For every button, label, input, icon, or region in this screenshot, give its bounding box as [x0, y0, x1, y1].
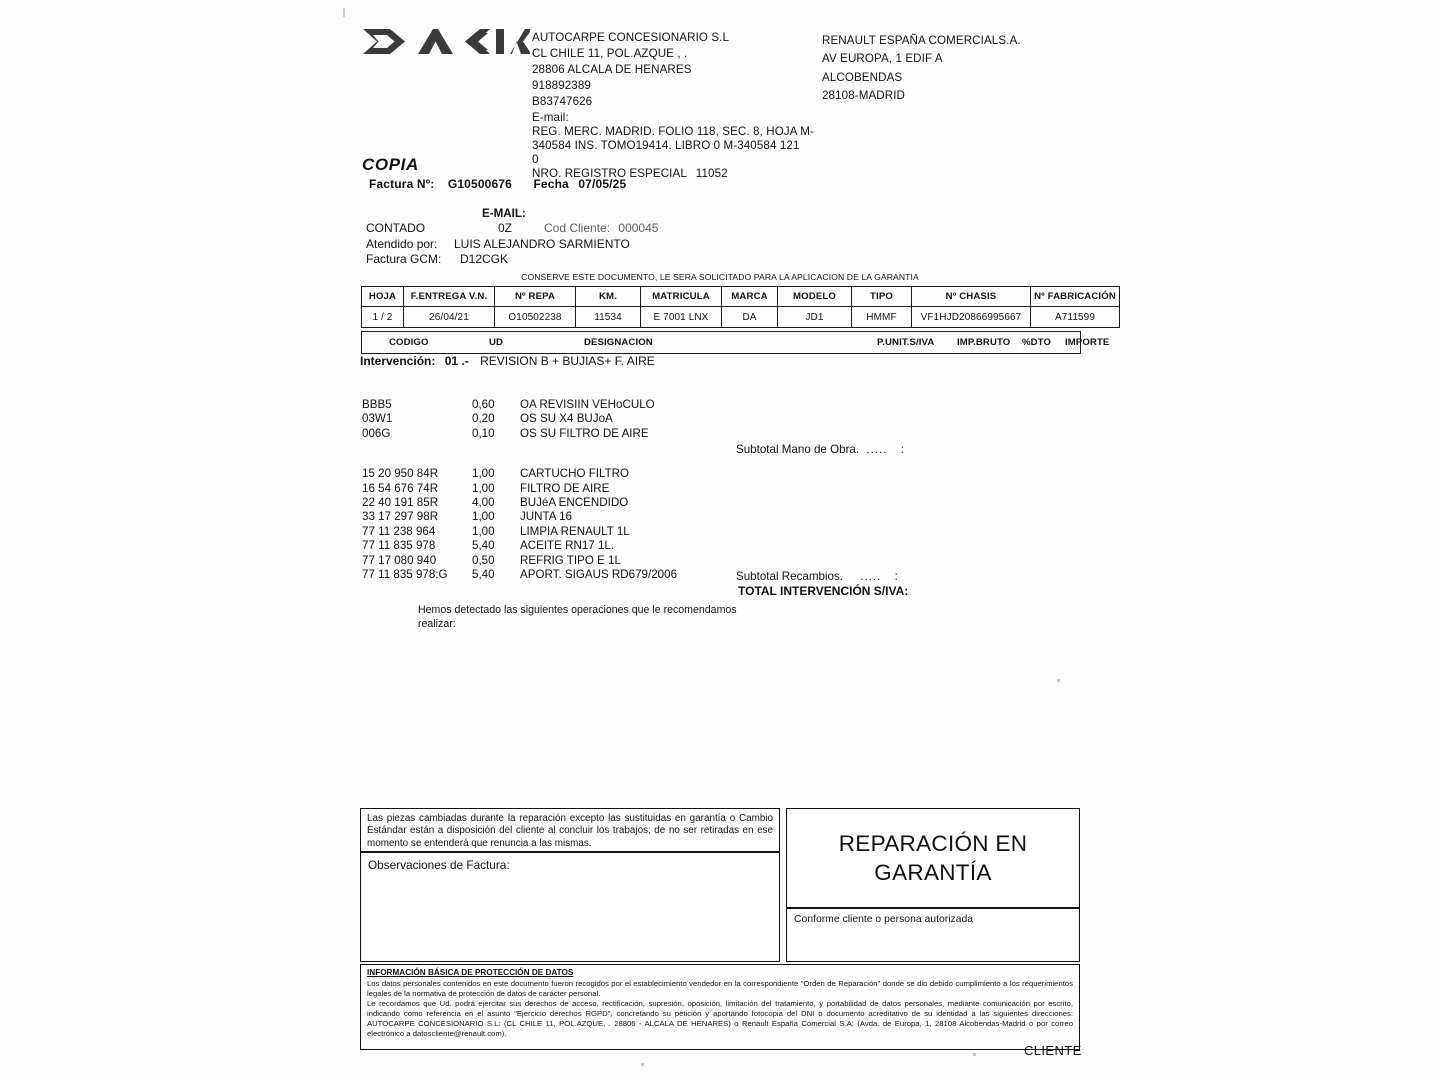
cell-chasis: VF1HJD20866995667 — [912, 307, 1031, 328]
gcm-value: D12CGK — [460, 252, 509, 266]
item-designation: OS SU X4 BUJoA — [520, 412, 613, 426]
item-ud: 1,00 — [472, 467, 495, 481]
col-fabricacion: Nº FABRICACIÓN — [1031, 287, 1120, 307]
items-col-punit: P.UNIT.S/IVA — [877, 337, 935, 348]
dacia-logo-icon — [362, 26, 530, 58]
item-ud: 0,20 — [472, 412, 495, 426]
subtotal-parts-label: Subtotal Recambios. — [736, 570, 843, 583]
cliente-footer-label: CLIENTE — [1024, 1043, 1082, 1058]
item-designation: BUJéA ENCENDIDO — [520, 495, 629, 509]
conforme-label: Conforme cliente o persona autorizada — [794, 914, 974, 925]
item-ud: 5,40 — [472, 539, 495, 553]
col-nrepa: Nº REPA — [495, 287, 576, 307]
cell-tipo: HMMF — [852, 307, 912, 328]
dealer-name: AUTOCARPE CONCESIONARIO S.L — [532, 31, 730, 44]
list-item — [362, 510, 942, 524]
col-matricula: MATRICULA — [641, 287, 722, 307]
item-ud: 1,00 — [472, 481, 495, 495]
manufacturer-postal: 28108-MADRID — [822, 89, 906, 103]
gcm-label: Factura GCM: — [366, 252, 442, 266]
subtotal-labour-dots: ..... — [866, 443, 888, 456]
item-ud: 0,50 — [472, 553, 495, 567]
table-row — [362, 307, 1120, 328]
list-item — [362, 482, 942, 496]
items-column-header — [361, 331, 1110, 354]
item-designation: OS SU FILTRO DE AIRE — [520, 426, 649, 440]
item-code: 03W1 — [362, 412, 393, 426]
item-designation: FILTRO DE AIRE — [520, 481, 610, 495]
item-designation: APORT. SIGAUS RD679/2006 — [520, 567, 678, 581]
item-designation: LIMPIA RENAULT 1L — [520, 524, 630, 538]
factura-number: G10500676 — [447, 177, 512, 191]
dealer-email-label: E-mail: — [532, 110, 569, 124]
warranty-line-2: GARANTÍA — [874, 860, 992, 885]
col-modelo: MODELO — [778, 287, 852, 307]
intervention-line — [360, 354, 655, 368]
cell-marca: DA — [722, 307, 778, 328]
item-ud: 5,40 — [472, 567, 495, 581]
warranty-retention-notice: CONSERVE ESTE DOCUMENTO, LE SERA SOLICITADO PARA LA APLICACION DE LA GARANTIA — [521, 272, 919, 282]
dealer-registry-line-1: REG. MERC. MADRID. FOLIO 118, SEC. 8, HOJA M- — [532, 125, 814, 139]
cod-cliente-value: 000045 — [618, 221, 659, 235]
scan-artifact — [973, 1053, 976, 1056]
total-intervention-label: TOTAL INTERVENCIÓN S/IVA: — [738, 584, 909, 598]
items-col-bruto: IMP.BRUTO — [957, 337, 1011, 348]
subtotal-parts-dots: ..... — [860, 570, 882, 583]
warranty-repair-box — [786, 808, 1080, 908]
customer-signature-box[interactable] — [786, 908, 1080, 962]
dealer-phone: 918892389 — [532, 78, 591, 92]
vehicle-table-header-row — [362, 287, 1120, 307]
observations-box[interactable] — [360, 852, 780, 962]
intervention-label: Intervención: — [360, 354, 436, 368]
registry-special-value: 11052 — [695, 167, 728, 181]
list-item — [362, 467, 942, 481]
subtotal-labour-value: : — [900, 443, 904, 456]
list-item — [362, 412, 942, 426]
intervention-description: REVISION B + BUJIAS+ F. AIRE — [480, 354, 655, 368]
item-code: 77 11 238 964 — [362, 524, 436, 538]
item-code: BBB5 — [362, 398, 392, 411]
items-spacer — [362, 454, 942, 467]
line-items-list — [362, 398, 942, 582]
item-code: 77 11 835 978:G — [362, 567, 448, 581]
dealer-registry-line-2: 340584 INS. TOMO19414. LIBRO 0 M-340584 121 — [532, 139, 800, 153]
item-designation: REFRIG TIPO E 1L — [520, 553, 621, 567]
legal-title: INFORMACIÓN BÁSICA DE PROTECCIÓN DE DATOS — [367, 968, 574, 977]
subtotal-labour — [736, 443, 904, 456]
cell-fabricacion: A711599 — [1031, 307, 1120, 328]
payment-code: 0Z — [498, 221, 513, 235]
customer-email-label: E-MAIL: — [482, 207, 526, 220]
list-item — [362, 554, 942, 568]
cell-modelo: JD1 — [778, 307, 852, 328]
list-item — [362, 496, 942, 510]
manufacturer-name: RENAULT ESPAÑA COMERCIALS.A. — [822, 34, 1021, 47]
atendido-label: Atendido por: — [366, 236, 438, 251]
item-code: 33 17 297 98R — [362, 510, 439, 524]
col-tipo: TIPO — [852, 287, 912, 307]
legal-paragraph-2: Le recordamos que Ud. podrá ejercitar sus derechos de acceso, rectificación, supresión, oposición, limitación del tratamiento, y portabilidad de datos personales, mediante comunicación por escrito, indicando como referencia en el asunto "Ejercicio derechos RGPD", concretando su petición y aportando fotocopia del DNI o documento acreditativo de su identidad a las siguientes direcciones: AUTOCARPE CONCESIONARIO S.L: (CL CHILE 11, POL.AZQUE, . 28806 - ALCALA DE HENARES) o Renault España Comercial S.A: (Avda. de Europa, 1, 28108 Alcobendas-Madrid o por correo electrónico a datoscliente@renault.com). — [367, 998, 1073, 1039]
col-fentrega: F.ENTREGA V.N. — [404, 287, 495, 307]
cell-hoja: 1 / 2 — [362, 307, 404, 328]
dealer-registry-line-3: 0 — [532, 153, 539, 167]
cell-fentrega: 26/04/21 — [404, 307, 495, 328]
item-ud: 0,10 — [472, 426, 495, 440]
item-code: 77 11 835 978 — [362, 539, 436, 553]
item-designation: OA REVISIIN VEHoCULO — [520, 398, 655, 411]
list-item — [362, 427, 942, 441]
item-ud: 1,00 — [472, 510, 495, 524]
item-designation: JUNTA 16 — [520, 510, 572, 524]
cell-km: 11534 — [576, 307, 641, 328]
list-item — [362, 398, 942, 412]
copia-label: COPIA — [362, 155, 419, 174]
item-code: 15 20 950 84R — [362, 467, 439, 481]
manufacturer-address: AV EUROPA, 1 EDIF A — [822, 52, 943, 66]
cell-nrepa: O10502238 — [495, 307, 576, 328]
scan-artifact — [343, 8, 345, 17]
items-col-codigo: CODIGO — [389, 337, 429, 348]
intervention-number: 01 .- — [444, 354, 469, 368]
items-col-ud: UD — [489, 337, 504, 348]
recommendation-text: Hemos detectado las siguientes operaciones que le recomendamos realizar: — [418, 604, 737, 630]
scan-artifact — [1057, 679, 1060, 682]
fecha-label: Fecha — [533, 177, 569, 191]
fecha-value: 07/05/25 — [578, 177, 627, 191]
items-col-dto: %DTO — [1022, 337, 1052, 348]
subtotal-parts-value: : — [894, 570, 898, 583]
item-ud: 0,60 — [472, 398, 495, 411]
vehicle-table — [361, 286, 1120, 328]
data-protection-box — [360, 964, 1080, 1050]
legal-paragraph-1: Los datos personales contenidos en este documento fueron recogidos por el establecimiento vendedor en la correspondiente "Orden de Reparación" donde se dio debido cumplimiento a los requerimientos legales de la normativa de protección de datos de carácter personal. — [367, 978, 1073, 998]
item-ud: 1,00 — [472, 524, 495, 538]
dealer-address: CL CHILE 11, POL.AZQUE , . — [532, 46, 688, 60]
cell-matricula: E 7001 LNX — [641, 307, 722, 328]
factura-label: Factura Nº: — [369, 177, 435, 191]
manufacturer-info — [822, 32, 1122, 106]
dealer-info — [532, 30, 832, 181]
col-marca: MARCA — [722, 287, 778, 307]
invoice-number-line — [369, 177, 626, 191]
dealer-city: 28806 ALCALA DE HENARES — [532, 62, 692, 76]
list-item — [362, 525, 942, 539]
warranty-line-1: REPARACIÓN EN — [838, 831, 1028, 856]
pieces-notice-box: Las piezas cambiadas durante la reparación excepto las sustituidas en garantía o Cambio Estándar están a disposición del cliente al concluir los trabajos; de no ser retiradas en ese momento se entenderá que renuncia a las mismas. — [360, 808, 780, 852]
item-designation: CARTUCHO FILTRO — [520, 467, 630, 481]
scan-artifact — [641, 1063, 644, 1066]
item-code: 16 54 676 74R — [362, 481, 439, 495]
cod-cliente — [544, 221, 658, 237]
col-km: KM. — [576, 287, 641, 307]
cod-cliente-label: Cod Cliente: — [544, 221, 611, 235]
item-designation: ACEITE RN17 1L. — [520, 539, 615, 553]
items-col-designacion: DESIGNACION — [584, 337, 653, 348]
item-ud: 4,00 — [472, 495, 495, 509]
dealer-cif: B83747626 — [532, 94, 593, 108]
subtotal-parts — [736, 570, 898, 583]
item-code: 22 40 191 85R — [362, 495, 439, 509]
warranty-repair-text — [839, 829, 1028, 887]
item-code: 77 17 080 940 — [362, 553, 437, 567]
col-hoja: HOJA — [362, 287, 404, 307]
item-code: 006G — [362, 426, 391, 440]
manufacturer-city: ALCOBENDAS — [822, 70, 903, 84]
payment-method: CONTADO — [366, 221, 426, 235]
observations-label: Observaciones de Factura: — [368, 858, 510, 872]
list-item — [362, 539, 942, 553]
registry-special-label: NRO. REGISTRO ESPECIAL — [532, 167, 687, 181]
atendido-value: LUIS ALEJANDRO SARMIENTO — [454, 236, 630, 251]
col-chasis: Nº CHASIS — [912, 287, 1031, 307]
items-col-importe: IMPORTE — [1065, 337, 1110, 348]
subtotal-labour-label: Subtotal Mano de Obra. — [736, 443, 860, 456]
